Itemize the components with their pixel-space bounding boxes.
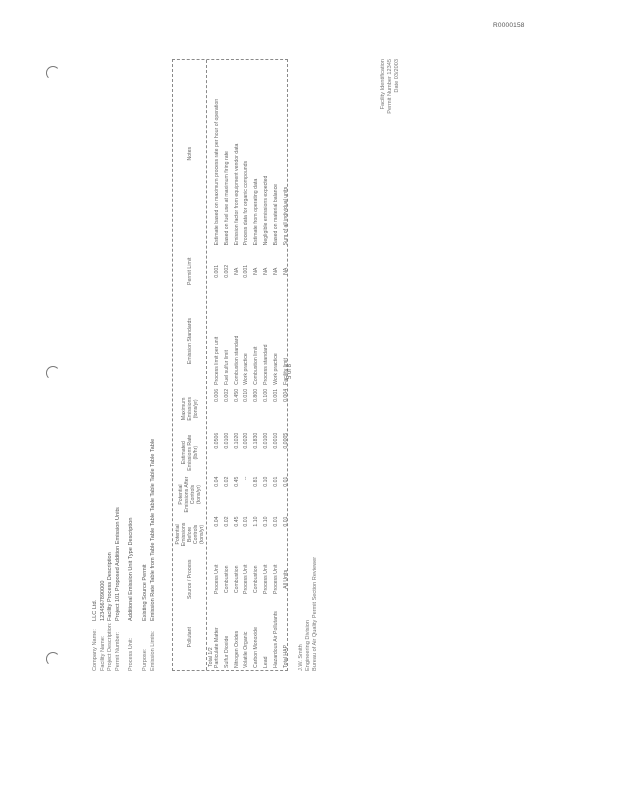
table-cell: Work practice [272,353,279,385]
table-cell: 0.001 [214,264,220,278]
table-cell: Combustion [253,565,260,594]
table-cell: Based on fuel use at maximum firing rate [223,151,230,246]
table-cell: Sulfur Dioxide [223,635,230,668]
table-cell: Fuel sulfur limit [223,350,230,385]
table-cell: 0.81 [253,476,260,487]
table-cell: All Units [282,569,289,589]
table-cell: Estimate based on maximum process rate per hour of operation [214,98,220,246]
table-cell: 0.002 [223,388,230,402]
table-cell: Process Unit [243,564,250,594]
document-header [92,439,157,671]
table-cell: NA [272,267,279,275]
bates-number: R0000158 [493,22,525,29]
punch-hole-mark [46,366,60,380]
table-cell: Emission factor from equipment vendor data [233,143,240,246]
table-cell: 0.001 [272,388,279,402]
header-field: Facility Name: 1234567890000 [99,580,106,671]
signature-line: Bureau of Air Quality Permit Section Reviewer [312,556,318,671]
column-header: Emission Standards [186,318,193,365]
table-cell: 0.01 [272,476,279,487]
table-cell: 0.004 [282,388,289,402]
signature-line: Engineering Division [305,620,311,671]
table-cell: Process Unit [214,564,220,594]
table-section-label: Total 1/2 [208,647,214,667]
permit-reference-line: Date 03/2003 [394,59,400,93]
column-header: Potential Emissions Before Controls (tons/yr) [174,522,205,547]
table-cell: Negligible emissions expected [262,175,269,246]
column-header: Estimated Emissions Rate (lb/hr) [180,434,199,471]
table-cell: 1.10 [253,516,260,527]
table-cell: 0.02 [223,516,230,527]
header-field: Permit Number: Project 101 Proposed Addition Emission Units [114,507,121,671]
table-cell: 0.0100 [223,432,230,449]
table-cell: 0.1020 [233,432,240,449]
signature-line: J.W. Smith [298,644,304,671]
punch-hole-mark [46,66,60,80]
table-cell: Process data for organic compounds [243,160,250,246]
table-cell: Sum of all individual units [282,186,289,246]
table-cell: Estimate from operating data [253,178,260,246]
table-cell: 0.450 [233,388,240,402]
rotated-document-page [84,59,404,679]
column-header: Maximum Emissions (tons/yr) [180,397,199,421]
table-cell: 0.04 [214,476,220,487]
permit-reference-line: Permit Number 12345 [387,59,393,114]
permit-reference-line: Facility Identification [380,59,386,110]
table-cell: Combustion [233,565,240,594]
table-cell: 0.001 [243,264,250,278]
process-field: Process Unit: Additional Emission Unit Type Description [128,517,135,671]
column-header: Notes [186,146,193,161]
table-cell: 0.1830 [253,432,260,449]
permit-reference-block [380,59,401,139]
table-cell: Process standard [262,344,269,385]
table-cell: 0.0020 [243,432,250,449]
table-cell: 0.01 [282,516,289,527]
table-cell: Nitrogen Oxides [233,630,240,668]
table-cell: 0.10 [262,476,269,487]
table-cell: Hazardous Air Pollutants [272,611,279,668]
table-cell: Work practice [243,353,250,385]
table-cell: 0.01 [282,476,289,487]
column-header: Permit Limit [186,257,193,285]
column-header: Potential Emissions After Controls (tons/yr) [177,476,202,513]
table-cell: 0.01 [243,516,250,527]
signature-block [298,557,319,671]
table-cell: 0.01 [272,516,279,527]
table-cell: 0.10 [262,516,269,527]
punch-hole-mark [46,652,60,666]
table-cell: Process Unit [262,564,269,594]
header-field: Project Description: Facility Process Description [107,552,114,671]
table-cell: 0.02 [223,476,230,487]
table-cell: Combustion limit [253,346,260,385]
table-cell: NA [282,267,289,275]
table-cell: Based on material balance [272,183,279,246]
table-cell: Lead [262,656,269,668]
table-cell: NA [233,267,240,275]
table-cell: 0.45 [233,516,240,527]
table-cell: 0.0100 [262,432,269,449]
purpose-field: Purpose: Existing Source Permit [141,564,148,671]
table-cell: 0.010 [243,388,250,402]
column-header: Pollutant [186,627,193,648]
table-cell: Total HAP [282,644,289,668]
table-body [215,60,293,670]
table-header-row [173,60,207,670]
table-cell: 0.45 [233,476,240,487]
table-cell: Volatile Organic [243,631,250,668]
table-cell: 0.0005 [282,432,289,449]
table-cell: 0.006 [214,388,220,402]
page-number: 5 of 8 [287,363,293,379]
header-field: Company Name: LLC Ltd. [92,599,98,671]
table-cell: Process limit per unit [214,336,220,385]
table-cell: 0.100 [262,388,269,402]
table-cell: Combustion [223,565,230,594]
emission-limits-field: Emission Limits: Emission Rate Table from Table Table Table Table Table Table Table Table [149,438,156,671]
table-cell: NA [253,267,260,275]
table-cell: Combustion standard [233,335,240,385]
table-cell: Particulate Matter [214,627,220,668]
table-cell: 0.04 [214,516,220,527]
table-cell: 0.002 [223,264,230,278]
table-cell: Facility limit [282,358,289,385]
table-cell: 0.0010 [272,432,279,449]
table-cell: -- [243,476,250,481]
emissions-table [172,59,288,671]
table-cell: 0.800 [253,388,260,402]
column-header: Source / Process [186,559,193,600]
table-cell: Process Unit [272,564,279,594]
table-cell: Carbon Monoxide [253,627,260,668]
table-cell: NA [262,267,269,275]
table-cell: 0.0506 [214,432,220,449]
